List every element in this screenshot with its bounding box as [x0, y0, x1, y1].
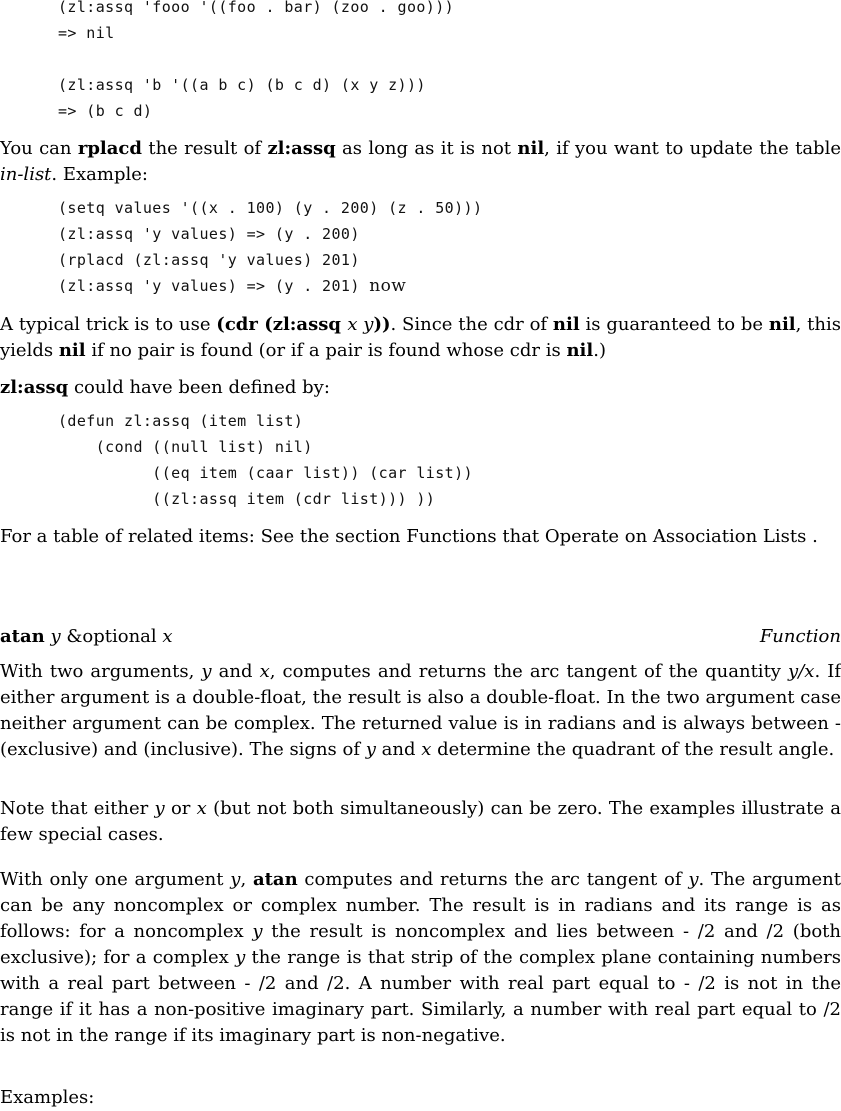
text: the range is that strip of the complex plane containing numbers with a real part between - /2 and /2. A number with real part equal to - /2 is not in the range if it has a non-positive imaginary part. Similarly, a number with real part equal to /2 is not in the range if its imaginary part is non-negative. [0, 947, 841, 1046]
text: determine the quadrant of the result angle. [431, 739, 835, 760]
term-close-parens: )) [373, 314, 391, 335]
code-line: => nil [58, 24, 115, 42]
term-x-y: x y [347, 314, 374, 335]
code-line: => (b c d) [58, 102, 153, 120]
code-example-rplacd [58, 195, 482, 299]
var-y: y [230, 869, 241, 890]
text: With only one argument [0, 869, 231, 890]
var-y-over-x: y/x [788, 661, 815, 682]
term-zl-assq: zl:assq [0, 377, 69, 398]
code-example-defun-assq [58, 408, 473, 512]
term-zl-assq: zl:assq [267, 138, 336, 159]
paragraph-examples-label: Examples: [0, 1087, 95, 1108]
var-y: y [365, 739, 376, 760]
code-line: (zl:assq 'fooo '((foo . bar) (zoo . goo))) [58, 0, 455, 16]
function-arg-optional: &optional [60, 626, 163, 647]
paragraph-related-items: For a table of related items: See the section Functions that Operate on Association Lists . [0, 526, 818, 547]
term-atan: atan [252, 869, 298, 890]
text: , computes and returns the arc tangent of the quantity [269, 661, 789, 682]
text: is guaranteed to be [579, 314, 769, 335]
text: or [164, 798, 197, 819]
function-name: atan [0, 626, 45, 647]
text: could have been defined by: [68, 377, 330, 398]
text: , [240, 869, 253, 890]
function-arg-x: x [162, 626, 173, 647]
term-in-list: in-list [0, 164, 52, 185]
code-line: ((zl:assq item (cdr list))) )) [58, 490, 436, 508]
code-example-assq-basic [58, 0, 454, 124]
term-nil: nil [58, 340, 86, 361]
term-nil: nil [552, 314, 580, 335]
term-nil: nil [517, 138, 545, 159]
var-y: y [154, 798, 165, 819]
var-x: x [421, 739, 432, 760]
term-cdr-zl-assq: (cdr (zl:assq [216, 314, 348, 335]
code-line: (cond ((null list) nil) [58, 438, 313, 456]
term-nil: nil [768, 314, 796, 335]
text: computes and returns the arc tangent of [297, 869, 689, 890]
text: With two arguments, [0, 661, 202, 682]
paragraph-atan-one-arg [0, 867, 841, 1049]
code-line: (setq values '((x . 100) (y . 200) (z . 50))) [58, 199, 483, 217]
code-line: (rplacd (zl:assq 'y values) 201) [58, 251, 360, 269]
var-x: x [196, 798, 207, 819]
function-kind-label: Function [759, 626, 841, 647]
function-header-atan [0, 624, 841, 650]
var-y: y [252, 921, 263, 942]
text: , if you want to update the table [544, 138, 841, 159]
term-nil: nil [566, 340, 594, 361]
term-rplacd: rplacd [77, 138, 142, 159]
text: and [211, 661, 260, 682]
paragraph-atan-two-args [0, 659, 841, 763]
text: , this yields [0, 314, 841, 361]
code-line: ((eq item (caar list)) (car list)) [58, 464, 473, 482]
text: . Example: [51, 164, 148, 185]
paragraph-rplacd [0, 136, 841, 188]
text: the result of [141, 138, 268, 159]
text: .) [593, 340, 606, 361]
var-y: y [688, 869, 699, 890]
text: . If either argument is a double-float, the result is also a double-float. In the two argument case neither argument can be complex. The returned value is in radians and is always between - (exclusive) and (inclusive). The signs of [0, 661, 841, 760]
var-y: y [235, 947, 246, 968]
text: . Since the cdr of [390, 314, 553, 335]
text: Note that either [0, 798, 155, 819]
code-line: (zl:assq 'b '((a b c) (b c d) (x y z))) [58, 76, 426, 94]
function-arg-y: y [50, 626, 61, 647]
var-x: x [259, 661, 270, 682]
code-line: (zl:assq 'y values) => (y . 201) [58, 277, 360, 295]
paragraph-atan-zero-note [0, 796, 841, 848]
paragraph-defined-by [0, 375, 841, 401]
text: if no pair is found (or if a pair is found whose cdr is [85, 340, 567, 361]
text: and [375, 739, 422, 760]
text: (but not both simultaneously) can be zero. The examples illustrate a few special cases. [0, 798, 841, 845]
code-line: (defun zl:assq (item list) [58, 412, 304, 430]
text: You can [0, 138, 78, 159]
code-line: (zl:assq 'y values) => (y . 200) [58, 225, 360, 243]
text: A typical trick is to use [0, 314, 217, 335]
text: . The argument can be any noncomplex or complex number. The result is in radians and its range is as follows: for a noncomplex [0, 869, 841, 942]
paragraph-typical-trick [0, 312, 841, 364]
code-trailing-word: now [369, 276, 407, 296]
var-y: y [201, 661, 212, 682]
text: as long as it is not [335, 138, 518, 159]
text: the result is noncomplex and lies between - /2 and /2 (both exclusive); for a complex [0, 921, 841, 968]
